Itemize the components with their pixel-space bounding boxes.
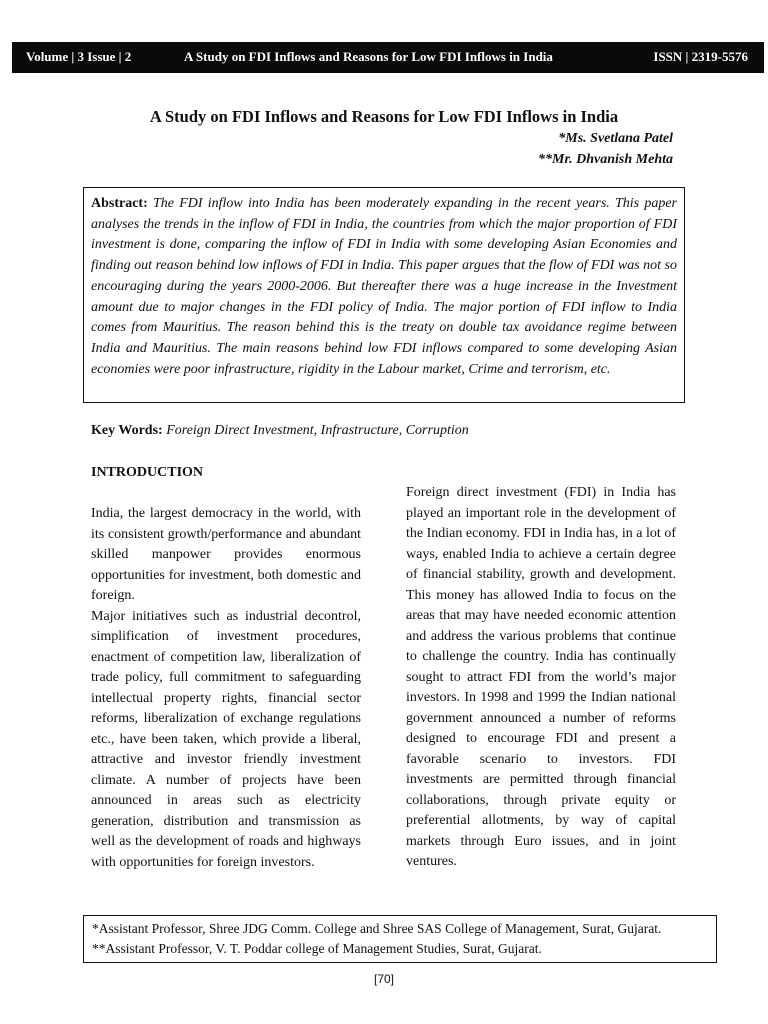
page-number: [70] — [373, 972, 394, 986]
header-issn: ISSN | 2319-5576 — [653, 49, 748, 64]
journal-header-bar — [12, 42, 764, 73]
footnote-1: *Assistant Professor, Shree JDG Comm. College and Shree SAS College of Management, Surat, Gujarat. — [92, 921, 662, 936]
keywords-label: Key Words: — [91, 423, 163, 438]
section-heading-introduction: INTRODUCTION — [91, 465, 204, 480]
paragraph: Foreign direct investment (FDI) in India has played an important role in the development of the Indian economy. FDI in India has, in a lot of ways, enabled India to achieve a certain degree of financial stability, growth and development. This money has allowed India to focus on the areas that may have needed economic attention and address the various problems that continue to challenge the country. India has continually sought to attract FDI from the world’s major investors. In 1998 and 1999 the Indian national government announced a number of reforms designed to encourage FDI and present a favorable scenario to investors. FDI investments are permitted through financial collaborations, through private equity or preferential allotments, by way of capital markets through Euro issues, and in joint ventures. — [406, 485, 676, 869]
abstract-text: The FDI inflow into India has been moderately expanding in the recent years. This paper analyses the trends in the inflow of FDI in India, the countries from which the major proportion of FDI investment is done, comparing the inflow of FDI in India with some developing Asian Economies and finding out reason behind low inflows of FDI in India. This paper argues that the flow of FDI was not so encouraging during the years 2000-2006. But thereafter there was a huge increase in the Investment amount due to major changes in the FDI policy of India. The major portion of FDI inflow to India comes from Mauritius. The reason behind this is the treaty on double tax avoidance regime between India and Mauritius. The main reasons behind low FDI inflows compared to some developing Asian economies were poor infrastructure, rigidity in the Labour market, Crime and terrorism, etc. — [91, 196, 678, 377]
abstract-label: Abstract: — [91, 196, 148, 211]
author-2: **Mr. Dhvanish Mehta — [538, 152, 673, 167]
abstract-box — [83, 187, 685, 403]
keywords-text: Foreign Direct Investment, Infrastructure, Corruption — [166, 423, 469, 438]
keywords — [91, 423, 469, 439]
paragraph: India, the largest democracy in the world, with its consistent growth/performance and abundant skilled manpower provides enormous opportunities for investment, both domestic and foreign. — [91, 506, 361, 603]
footnote-2: **Assistant Professor, V. T. Poddar college of Management Studies, Surat, Gujarat. — [92, 941, 542, 956]
footnote-box — [83, 915, 717, 963]
author-1: *Ms. Svetlana Patel — [558, 131, 673, 146]
paragraph: Major initiatives such as industrial decontrol, simplification of investment procedures, enactment of competition law, liberalization of trade policy, full commitment to safeguarding intellectual property rights, financial sector reforms, liberalization of exchange regulations etc., have been taken, which provide a liberal, attractive and investor friendly investment climate. A number of projects have been announced in areas such as electricity generation, distribution and transmission as well as the development of roads and highways with opportunities for foreign investors. — [91, 608, 361, 870]
header-running-title: A Study on FDI Inflows and Reasons for Low FDI Inflows in India — [184, 49, 553, 64]
paper-title: A Study on FDI Inflows and Reasons for Low FDI Inflows in India — [149, 107, 619, 126]
left-column — [91, 504, 361, 873]
header-volume: Volume | 3 Issue | 2 — [26, 49, 132, 64]
right-column — [406, 483, 676, 873]
